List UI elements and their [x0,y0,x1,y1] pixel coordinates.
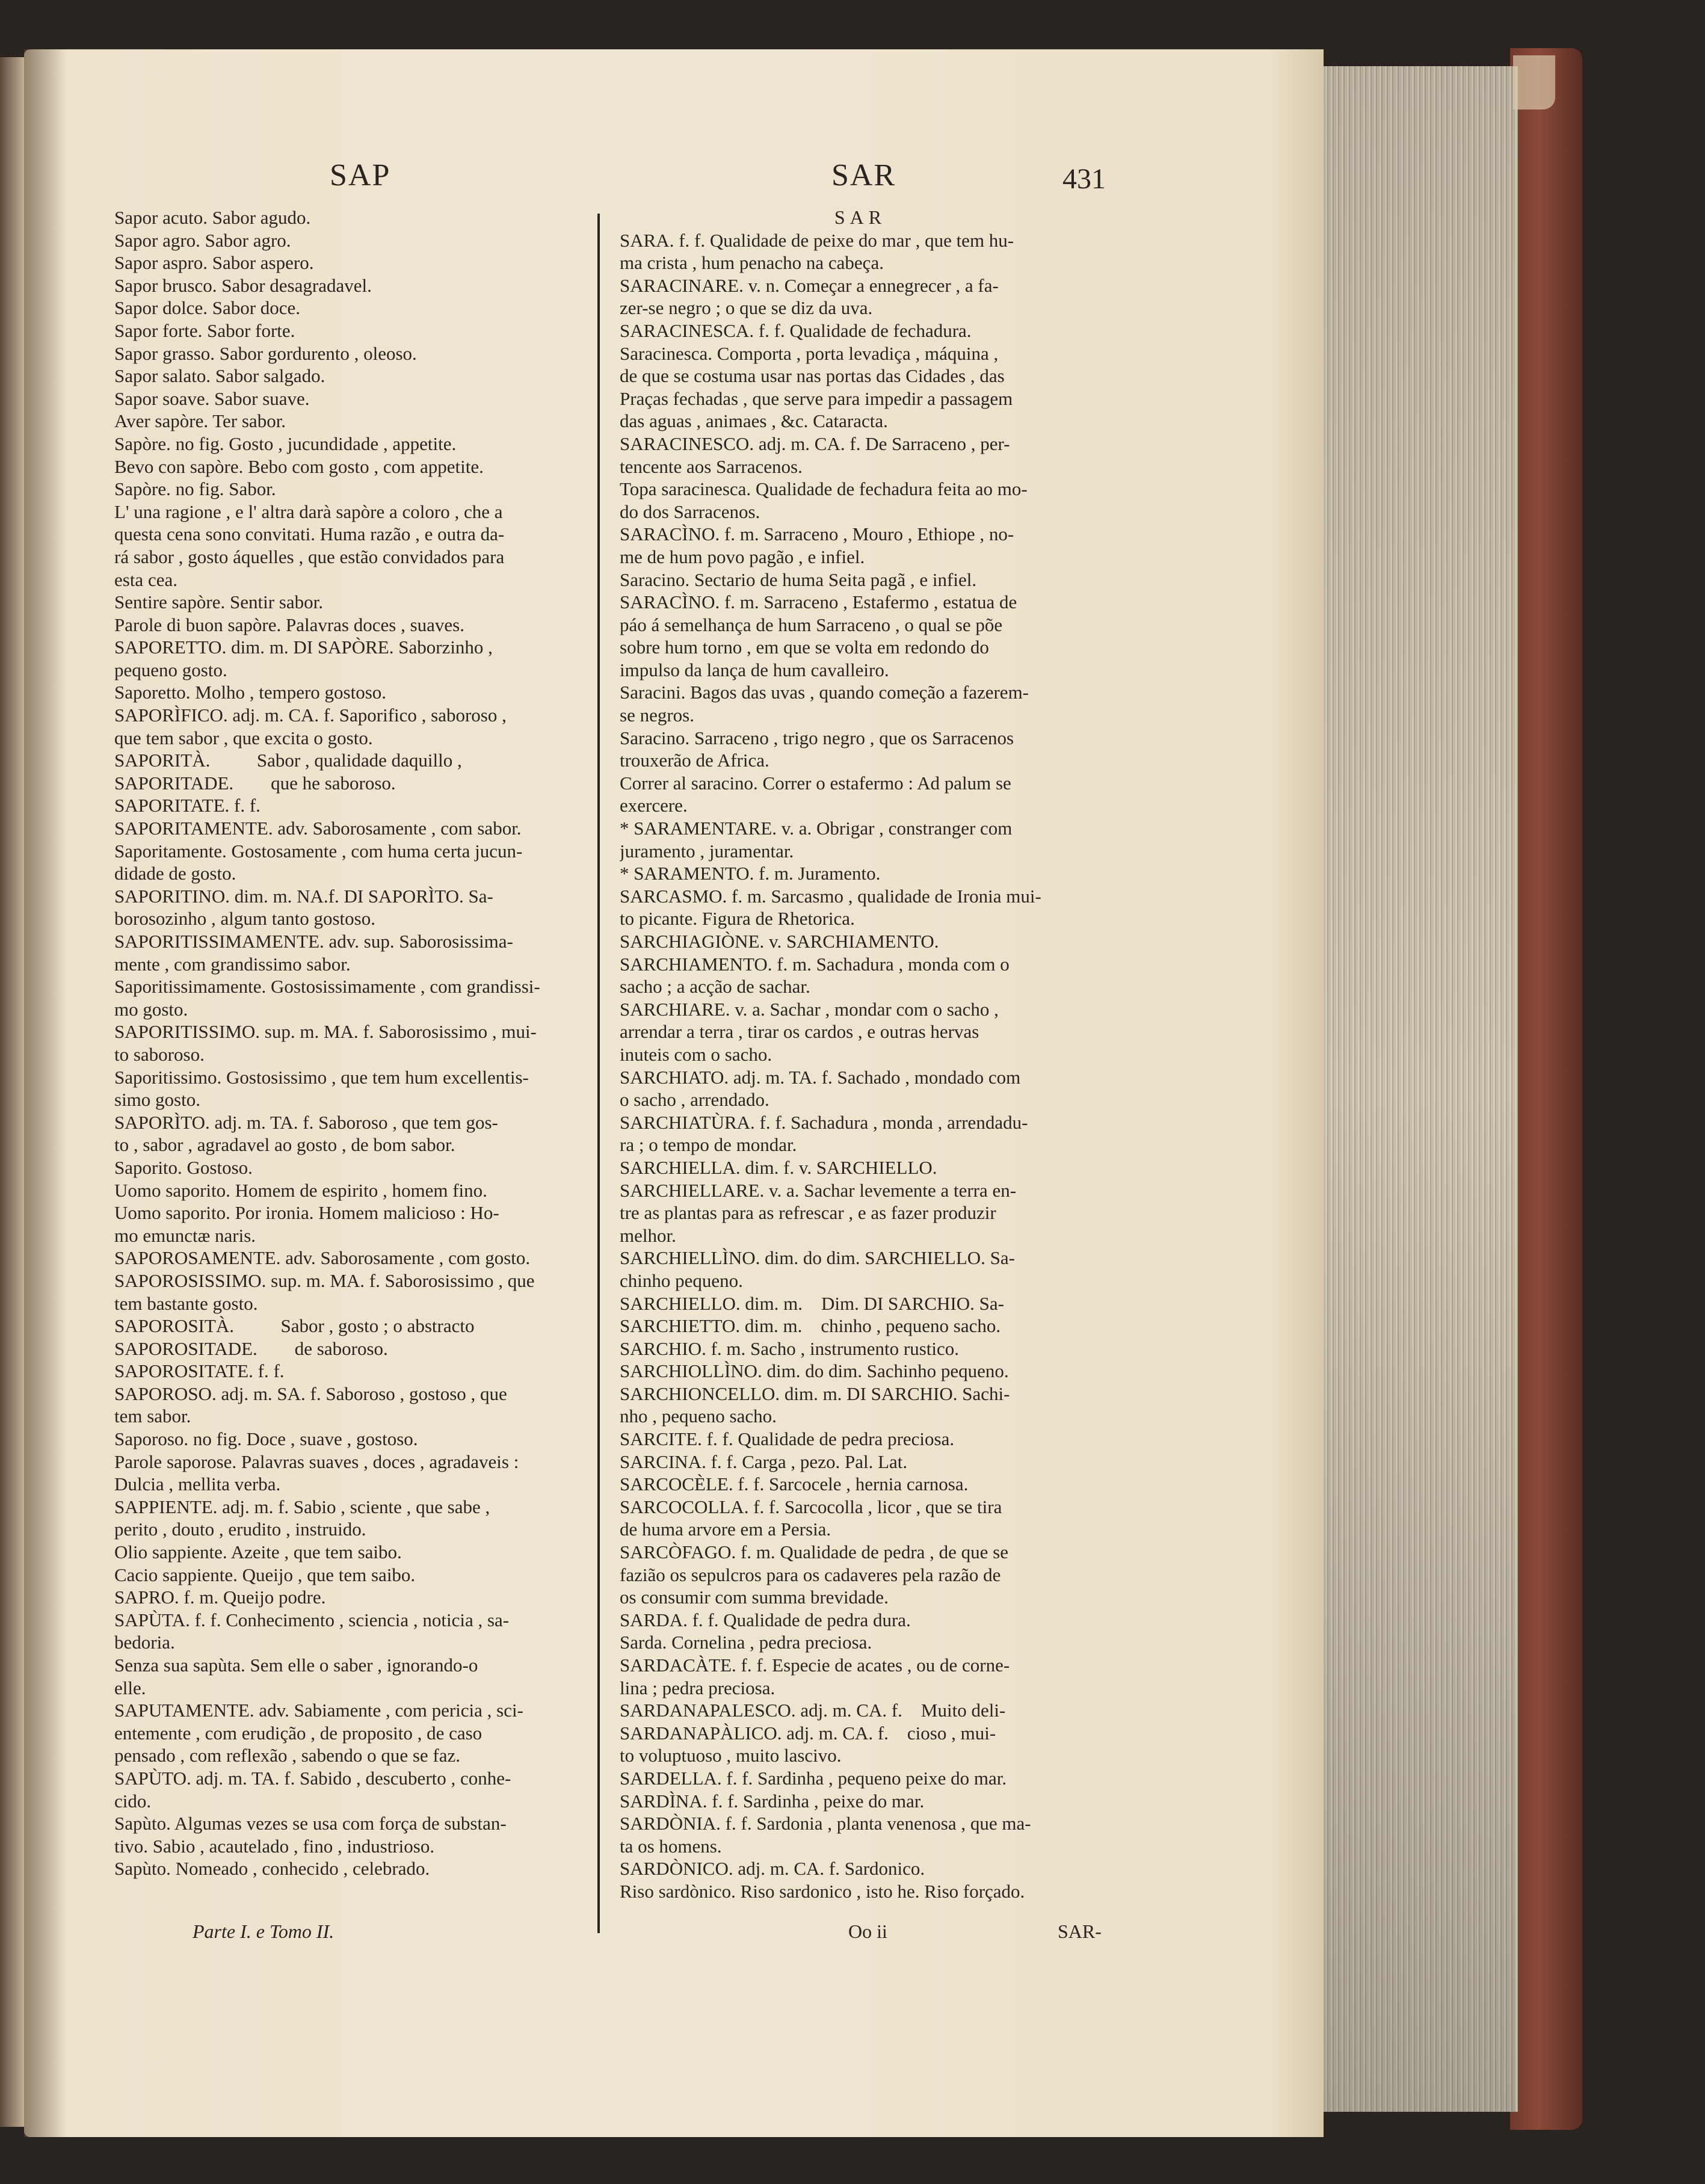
dictionary-line: Sapor dolce. Sabor doce. [114,297,301,319]
dictionary-line: SAPOROSAMENTE. adv. Saborosamente , com gosto. [114,1247,531,1269]
dictionary-line: impulso da lança de hum cavalleiro. [620,659,889,680]
dictionary-line: SAPOROSO. adj. m. SA. f. Saboroso , gostoso , que [114,1383,507,1404]
dictionary-line: de huma arvore em a Persia. [620,1519,831,1540]
dictionary-line: borosozinho , algum tanto gostoso. [114,908,375,930]
dictionary-line: SAPRO. f. m. Queijo podre. [114,1587,326,1608]
dictionary-line: SARDA. f. f. Qualidade de pedra dura. [620,1609,911,1630]
dictionary-line: SARCHIELLO. dim. m. Dim. DI SARCHIO. Sa- [620,1292,1004,1314]
dictionary-line: SARCHIONCELLO. dim. m. DI SARCHIO. Sachi- [620,1383,1010,1404]
dictionary-line: mente , com grandissimo sabor. [114,953,351,975]
dictionary-line: tivo. Sabio , acautelado , fino , industrioso. [114,1835,435,1857]
dictionary-line: SARCHIELLARE. v. a. Sachar levemente a terra en- [620,1179,1017,1201]
dictionary-line: SARCHIELLA. dim. f. v. SARCHIELLO. [620,1156,937,1178]
dictionary-line: ta os homens. [620,1835,722,1857]
gutter-shadow [24,49,66,2137]
dictionary-line: SARCHIATO. adj. m. TA. f. Sachado , mondado com [620,1066,1021,1088]
dictionary-line: tencente aos Sarracenos. [620,455,803,477]
dictionary-line: arrendar a terra , tirar os cardos , e outras hervas [620,1021,979,1043]
dictionary-line: me de hum povo pagão , e infiel. [620,546,865,567]
dictionary-line: SARDÌNA. f. f. Sardinha , peixe do mar. [620,1790,925,1812]
dictionary-line: sacho ; a acção de sachar. [620,976,810,998]
dictionary-line: SARCHIARE. v. a. Sachar , mondar com o sacho , [620,998,999,1020]
dictionary-line: SARCHIOLLÌNO. dim. do dim. Sachinho pequeno. [620,1360,1009,1382]
dictionary-line: se negros. [620,705,694,726]
dictionary-line: do dos Sarracenos. [620,501,760,522]
dictionary-line: SAPUTAMENTE. adv. Sabiamente , com pericia , sci- [114,1700,523,1721]
dictionary-line: Sapor acuto. Sabor agudo. [114,207,311,228]
dictionary-line: sobre hum torno , em que se volta em redondo do [620,637,989,658]
dictionary-line: pensado , com reflexão , sabendo o que se faz. [114,1745,460,1766]
left-running-head: SAP [330,158,391,193]
dictionary-line: Sentire sapòre. Sentir sabor. [114,591,323,613]
dictionary-line: Correr al saracino. Correr o estafermo : Ad palum se [620,772,1011,794]
dictionary-line: questa cena sono convitati. Huma razão , e outra da- [114,523,505,545]
dictionary-line: páo á semelhança de hum Sarraceno , o qual se põe [620,614,1003,635]
dictionary-line: Sapor agro. Sabor agro. [114,229,291,251]
dictionary-line: Parole di buon sapòre. Palavras doces , suaves. [114,614,464,635]
dictionary-line: to voluptuoso , muito lascivo. [620,1745,842,1766]
dictionary-line: SARDANAPÀLICO. adj. m. CA. f. cioso , mui- [620,1722,996,1744]
dictionary-line: SARCHIAMENTO. f. m. Sachadura , monda com o [620,953,1010,975]
dictionary-line: to picante. Figura de Rhetorica. [620,908,855,930]
dictionary-line: mo emunctæ naris. [114,1224,256,1246]
dictionary-line: SAPORÌTO. adj. m. TA. f. Saboroso , que tem gos- [114,1111,498,1133]
dictionary-line: Riso sardònico. Riso sardonico , isto he. Riso forçado. [620,1880,1025,1902]
dictionary-line: Saracinesca. Comporta , porta levadiça , máquina , [620,342,999,364]
page-number: 431 [1062,163,1106,195]
right-column [620,206,1119,1903]
dictionary-line: Aver sapòre. Ter sabor. [114,410,286,432]
dictionary-line: Topa saracinesca. Qualidade de fechadura feita ao mo- [620,478,1028,500]
dictionary-line: SARCHIELLÌNO. dim. do dim. SARCHIELLO. Sa- [620,1247,1016,1269]
dictionary-line: exercere. [620,795,688,816]
dictionary-line: tem sabor. [114,1405,191,1427]
dictionary-line: ra ; o tempo de mondar. [620,1134,797,1156]
dictionary-line: mo gosto. [114,998,188,1020]
dictionary-line: SARACÌNO. f. m. Sarraceno , Estafermo , estatua de [620,591,1017,613]
dictionary-line: L' una ragione , e l' altra darà sapòre a coloro , che a [114,501,503,522]
dictionary-line: Sapòre. no fig. Gosto , jucundidade , appetite. [114,433,457,454]
dictionary-line: SARCINA. f. f. Carga , pezo. Pal. Lat. [620,1451,908,1472]
dictionary-line: SARDÒNICO. adj. m. CA. f. Sardonico. [620,1858,925,1880]
dictionary-line: SARCASMO. f. m. Sarcasmo , qualidade de Ironia mui- [620,885,1041,907]
dictionary-line: Sapor grasso. Sabor gordurento , oleoso. [114,342,417,364]
dictionary-line: pequeno gosto. [114,659,227,680]
dictionary-line: que tem sabor , que excita o gosto. [114,727,373,748]
dictionary-line: entemente , com erudição , de proposito , de caso [114,1722,483,1744]
dictionary-line: SARACINESCA. f. f. Qualidade de fechadura. [620,319,972,341]
dictionary-line: Sapor brusco. Sabor desagradavel. [114,274,372,296]
dictionary-line: SARCÒFAGO. f. m. Qualidade de pedra , de que se [620,1541,1008,1563]
dictionary-line: SARDELLA. f. f. Sardinha , pequeno peixe do mar. [620,1767,1007,1789]
dictionary-line: SARCOCOLLA. f. f. Sarcocolla , licor , que se tira [620,1496,1002,1517]
dictionary-line: Dulcia , mellita verba. [114,1473,281,1495]
dictionary-line: SARACINARE. v. n. Começar a ennegrecer , a fa- [620,274,999,296]
dictionary-line: Bevo con sapòre. Bebo com gosto , com appetite. [114,455,484,477]
catchword: SAR- [1058,1920,1102,1942]
dictionary-line: SAPPIENTE. adj. m. f. Sabio , sciente , que sabe , [114,1496,490,1517]
page-edges-shading [1318,66,1516,2112]
dictionary-line: Saracini. Bagos das uvas , quando começão a fazerem- [620,682,1029,703]
dictionary-line: cido. [114,1790,152,1812]
dictionary-line: tre as plantas para as refrescar , e as fazer produzir [620,1202,996,1224]
dictionary-line: ma crista , hum penacho na cabeça. [620,252,884,274]
dictionary-line: to , sabor , agradavel ao gosto , de bom sabor. [114,1134,455,1156]
dictionary-line: SAPORÌFICO. adj. m. CA. f. Saporifico , saboroso , [114,705,507,726]
dictionary-line: SAPORITATE. f. f. [114,795,261,816]
dictionary-line: to saboroso. [114,1043,205,1065]
dictionary-line: Praças fechadas , que serve para impedir a passagem [620,387,1013,409]
dictionary-line: SARACÌNO. f. m. Sarraceno , Mouro , Ethiope , no- [620,523,1014,545]
book-cover [1510,48,1582,2130]
dictionary-line: SAPORITÀ. Sabor , qualidade daquillo , [114,750,462,771]
dictionary-line: das aguas , animaes , &c. Cataracta. [620,410,888,432]
dictionary-line: Sapòre. no fig. Sabor. [114,478,276,500]
dictionary-line: esta cea. [114,569,177,590]
dictionary-line: os consumir com summa brevidade. [620,1587,889,1608]
dictionary-line: trouxerão de Africa. [620,750,769,771]
dictionary-line: nho , pequeno sacho. [620,1405,777,1427]
dictionary-line: Sapùto. Algumas vezes se usa com força de substan- [114,1813,507,1834]
cover-corner [1513,55,1555,110]
dictionary-line: Saporitissimamente. Gostosissimamente , com grandissi- [114,976,540,998]
dictionary-line: lina ; pedra preciosa. [620,1677,775,1698]
dictionary-line: bedoria. [114,1632,175,1653]
dictionary-line: fazião os sepulcros para os cadaveres pela razão de [620,1564,1001,1585]
dictionary-line: de que se costuma usar nas portas das Cidades , das [620,365,1005,387]
dictionary-line: Saporitissimo. Gostosissimo , que tem hum excellentis- [114,1066,529,1088]
signature-mark: Oo ii [848,1920,887,1942]
right-running-head: SAR [831,158,896,193]
dictionary-line: Uomo saporito. Homem de espirito , homem fino. [114,1179,487,1201]
dictionary-line: Sapùto. Nomeado , conhecido , celebrado. [114,1858,430,1880]
dictionary-line: SAPORETTO. dim. m. DI SAPÒRE. Saborzinho , [114,637,493,658]
dictionary-line: SARCHIETTO. dim. m. chinho , pequeno sacho. [620,1315,1001,1337]
dictionary-line: inuteis com o sacho. [620,1043,772,1065]
dictionary-line: SAPORITADE. que he saboroso. [114,772,396,794]
dictionary-line: * SARAMENTO. f. m. Juramento. [620,863,881,884]
dictionary-line: Uomo saporito. Por ironia. Homem malicioso : Ho- [114,1202,499,1224]
dictionary-line: SARDANAPALESCO. adj. m. CA. f. Muito deli- [620,1700,1006,1721]
dictionary-line: SARCHIAGIÒNE. v. SARCHIAMENTO. [620,931,939,952]
dictionary-line: juramento , juramentar. [620,840,794,862]
dictionary-line: SAPORITISSIMO. sup. m. MA. f. Saborosissimo , mui- [114,1021,537,1043]
dictionary-line: Cacio sappiente. Queijo , que tem saibo. [114,1564,416,1585]
dictionary-line: Sapor soave. Sabor suave. [114,387,310,409]
dictionary-line: SARCHIO. f. m. Sacho , instrumento rustico. [620,1337,959,1359]
dictionary-line: SARDACÀTE. f. f. Especie de acates , ou de corne- [620,1655,1010,1676]
dictionary-line: SAPÙTO. adj. m. TA. f. Sabido , descuberto , conhe- [114,1767,511,1789]
dictionary-line: chinho pequeno. [620,1269,743,1291]
dictionary-line: SARCHIATÙRA. f. f. Sachadura , monda , arrendadu- [620,1111,1028,1133]
dictionary-line: Saporito. Gostoso. [114,1156,253,1178]
dictionary-line: Senza sua sapùta. Sem elle o saber , ignorando-o [114,1655,478,1676]
dictionary-line: Sapor forte. Sabor forte. [114,319,295,341]
dictionary-line: SAPORITAMENTE. adv. Saborosamente , com sabor. [114,818,522,839]
dictionary-line: didade de gosto. [114,863,236,884]
dictionary-line: SARCITE. f. f. Qualidade de pedra preciosa. [620,1428,955,1450]
dictionary-line: SAPOROSITATE. f. f. [114,1360,285,1382]
dictionary-line: Olio sappiente. Azeite , que tem saibo. [114,1541,402,1563]
dictionary-line: tem bastante gosto. [114,1292,258,1314]
dictionary-line: SARCOCÈLE. f. f. Sarcocele , hernia carnosa. [620,1473,969,1495]
dictionary-line: Sarda. Cornelina , pedra preciosa. [620,1632,872,1653]
dictionary-line: SARDÒNIA. f. f. Sardonia , planta venenosa , que ma- [620,1813,1031,1834]
dictionary-line: rá sabor , gosto áquelles , que estão convidados para [114,546,505,567]
dictionary-line: o sacho , arrendado. [620,1089,769,1111]
dictionary-line: perito , douto , erudito , instruido. [114,1519,366,1540]
dictionary-line: SAPORITISSIMAMENTE. adv. sup. Saborosissima- [114,931,513,952]
dictionary-line: simo gosto. [114,1089,200,1111]
footer-signature: Parte I. e Tomo II. [193,1920,335,1942]
dictionary-line: Saporoso. no fig. Doce , suave , gostoso. [114,1428,418,1450]
dictionary-line: Saporitamente. Gostosamente , com huma certa jucun- [114,840,523,862]
dictionary-line: elle. [114,1677,146,1698]
dictionary-line: SAPORITINO. dim. m. NA.f. DI SAPORÌTO. Sa- [114,885,493,907]
dictionary-line: melhor. [620,1224,676,1246]
dictionary-line: Sapor salato. Sabor salgado. [114,365,325,387]
dictionary-line: SARACINESCO. adj. m. CA. f. De Sarraceno , per- [620,433,1010,454]
dictionary-line: Saracino. Sarraceno , trigo negro , que os Sarracenos [620,727,1014,748]
dictionary-line: SAPÙTA. f. f. Conhecimento , sciencia , noticia , sa- [114,1609,510,1630]
dictionary-line: SARA. f. f. Qualidade de peixe do mar , que tem hu- [620,229,1014,251]
left-column [114,206,602,1880]
right-subheading: SAR [834,206,887,228]
dictionary-line: Sapor aspro. Sabor aspero. [114,252,314,274]
dictionary-line: * SARAMENTARE. v. a. Obrigar , constranger com [620,818,1013,839]
dictionary-line: Saracino. Sectario de huma Seita pagã , e infiel. [620,569,977,590]
dictionary-line: SAPOROSITÀ. Sabor , gosto ; o abstracto [114,1315,475,1337]
dictionary-line: SAPOROSITADE. de saboroso. [114,1337,388,1359]
dictionary-line: Parole saporose. Palavras suaves , doces , agradaveis : [114,1451,519,1472]
dictionary-line: SAPOROSISSIMO. sup. m. MA. f. Saborosissimo , que [114,1269,535,1291]
dictionary-line: zer-se negro ; o que se diz da uva. [620,297,873,319]
dictionary-line: Saporetto. Molho , tempero gostoso. [114,682,387,703]
